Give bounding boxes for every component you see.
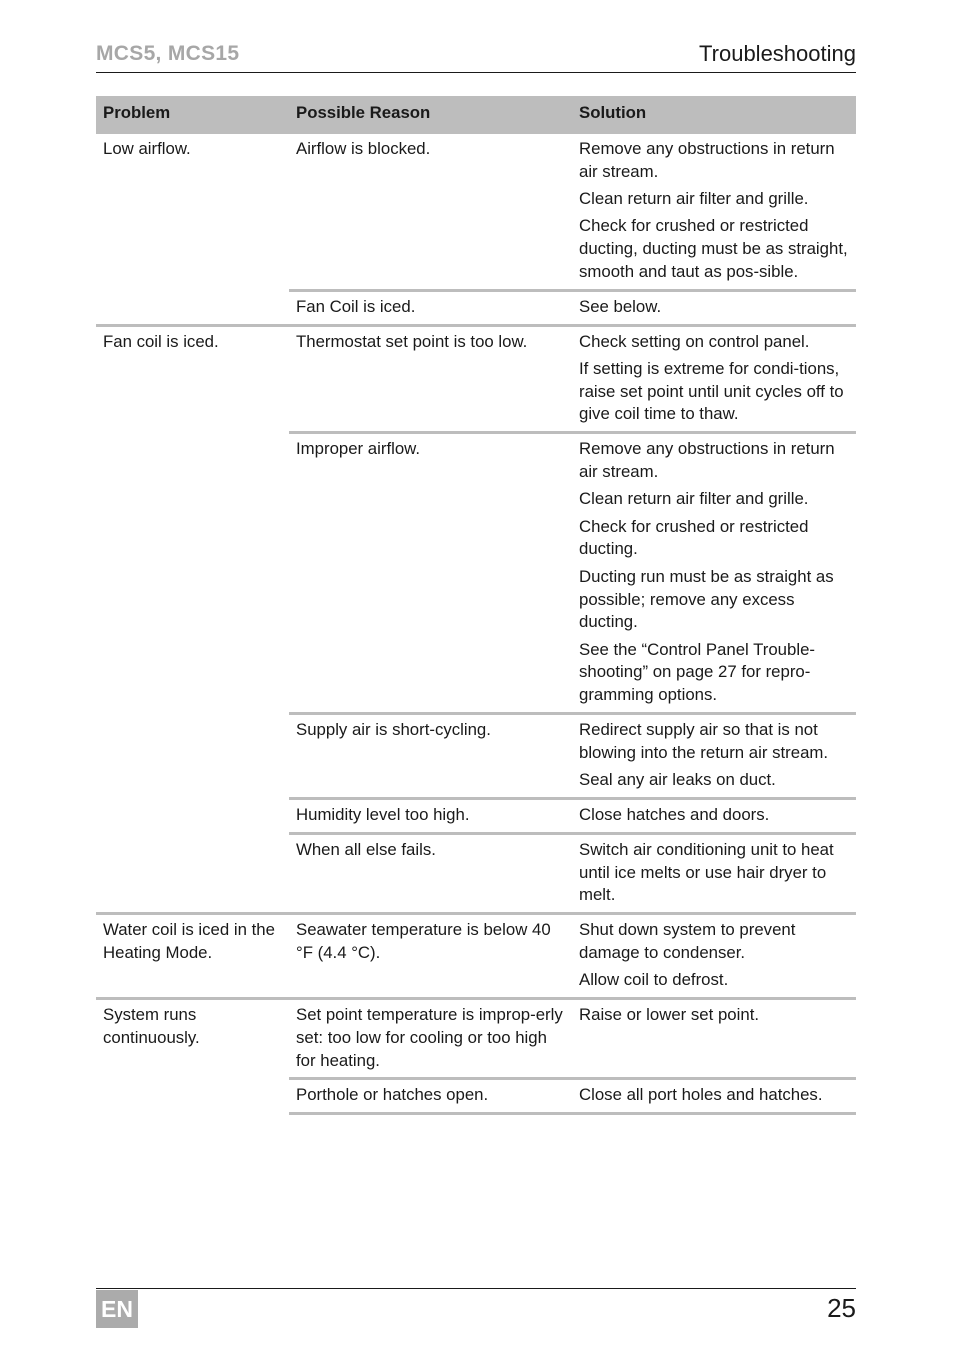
table-header-row: [96, 96, 856, 134]
solution-cell: [572, 1079, 856, 1114]
footer-divider: [96, 1288, 856, 1289]
column-header-problem: Problem: [96, 96, 289, 134]
solution-item: Clean return air filter and grille.: [579, 189, 809, 209]
table-row: [96, 914, 856, 999]
solution-item: See below.: [579, 296, 662, 316]
problem-cell: Fan coil is iced.: [96, 325, 289, 914]
section-title: Troubleshooting: [699, 41, 856, 66]
solution-item: Allow coil to defrost.: [579, 970, 729, 990]
solution-item: Redirect supply air so that is not blowing into the return air stream.: [579, 720, 829, 762]
table-row: [96, 325, 856, 433]
solution-item: Switch air conditioning unit to heat until ice melts or use hair dryer to melt.: [579, 839, 834, 905]
problem-cell: Low airflow.: [103, 139, 191, 158]
solution-cell: [572, 433, 856, 714]
page-number: 25: [827, 1293, 856, 1323]
reason-cell: Porthole or hatches open.: [289, 1079, 572, 1114]
model-name: MCS5, MCS15: [96, 42, 240, 65]
solution-item: Shut down system to prevent damage to condenser.: [579, 920, 796, 962]
table-row: [96, 134, 856, 290]
problem-cell: System runs continuously.: [96, 999, 289, 1114]
problem-cell: Water coil is iced in the Heating Mode.: [96, 914, 289, 999]
solution-item: Close all port holes and hatches.: [579, 1085, 823, 1105]
solution-cell: [572, 290, 856, 325]
solution-item: Check for crushed or restricted ducting.: [579, 516, 809, 559]
page-header: [96, 38, 856, 73]
solution-cell: [572, 914, 856, 999]
solution-item: Check setting on control panel.: [579, 331, 810, 351]
solution-item: See the “Control Panel Trouble-shooting” on page 27 for repro-gramming options.: [579, 639, 816, 705]
reason-cell: Airflow is blocked.: [296, 139, 431, 158]
reason-cell: Humidity level too high.: [289, 798, 572, 833]
troubleshooting-table: [96, 96, 856, 1115]
column-header-solution: Solution: [572, 96, 856, 134]
solution-cell: [572, 714, 856, 799]
solution-item: Close hatches and doors.: [579, 804, 770, 824]
solution-item: Remove any obstructions in return air stream.: [579, 439, 835, 482]
reason-cell: Set point temperature is improp-erly set: too low for cooling or too high for heating.: [289, 999, 572, 1079]
solution-cell: [572, 134, 856, 290]
solution-cell: [572, 833, 856, 913]
table-row: [96, 999, 856, 1079]
solution-item: Clean return air filter and grille.: [579, 489, 809, 509]
reason-cell: Thermostat set point is too low.: [289, 325, 572, 433]
solution-item: Remove any obstructions in return air stream.: [579, 139, 835, 181]
column-header-reason: Possible Reason: [289, 96, 572, 134]
solution-item: Check for crushed or restricted ducting, ducting must be as straight, smooth and taut as pos-sible.: [579, 216, 848, 281]
language-badge: EN: [96, 1290, 138, 1328]
reason-cell: When all else fails.: [289, 833, 572, 913]
solution-cell: [572, 999, 856, 1079]
reason-cell: Fan Coil is iced.: [289, 290, 572, 325]
reason-cell: Supply air is short-cycling.: [289, 714, 572, 799]
solution-cell: [572, 325, 856, 433]
solution-item: Ducting run must be as straight as possible; remove any excess ducting.: [579, 566, 834, 632]
reason-cell: Seawater temperature is below 40 °F (4.4 °C).: [289, 914, 572, 999]
solution-item: If setting is extreme for condi-tions, raise set point until unit cycles off to give coil time to thaw.: [579, 358, 844, 424]
solution-item: Raise or lower set point.: [579, 1005, 760, 1024]
solution-item: Seal any air leaks on duct.: [579, 770, 776, 790]
solution-cell: [572, 798, 856, 833]
reason-cell: Improper airflow.: [289, 433, 572, 714]
table-body: [96, 134, 856, 1114]
